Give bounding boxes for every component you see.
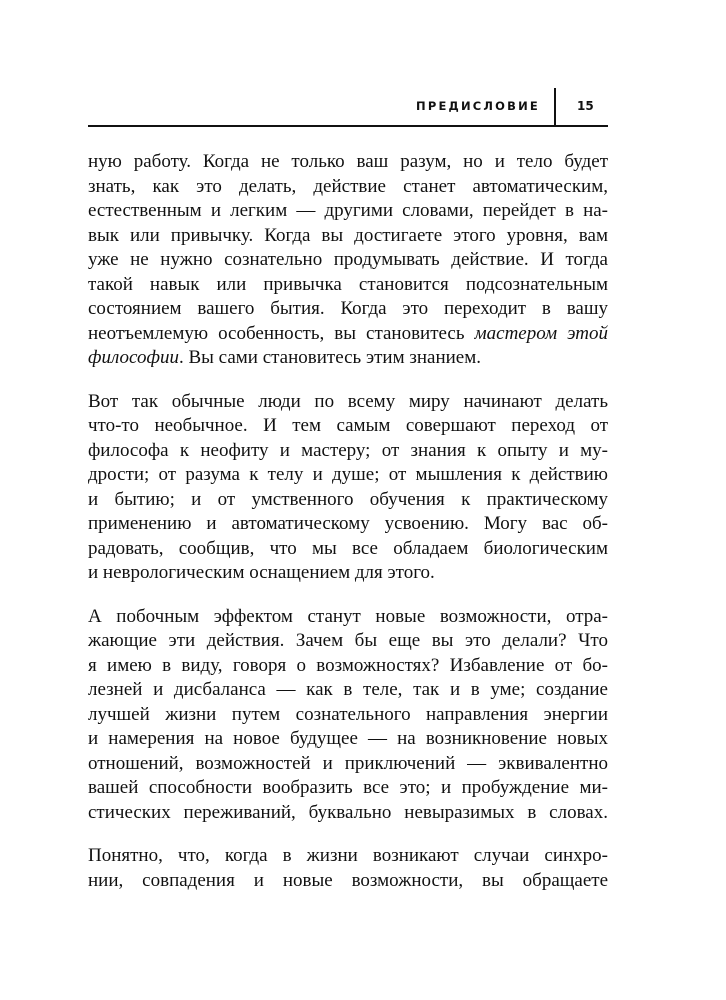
text-line: нии, совпадения и новые возможности, вы обращаете — [88, 869, 608, 891]
text-line: Вот так обычные люди по всему миру начинают делать — [88, 390, 608, 412]
text-run: . Вы сами становитесь этим знанием. — [178, 347, 482, 368]
text-line: такой навык или привычка становится подсознательным — [88, 273, 608, 295]
text-line: применению и автоматическому усвоению. Могу вас об- — [88, 513, 608, 534]
paragraph-3 — [88, 605, 608, 826]
text-line: и неврологическим оснащением для этого. — [88, 562, 435, 583]
text-line: Понятно, что, когда в жизни возникают случаи синхро- — [88, 845, 608, 866]
text-line: вашей способности вообразить все это; и пробуждение ми- — [88, 777, 608, 798]
section-title: ПРЕДИСЛОВИЕ — [416, 99, 540, 113]
text-line: я имею в виду, говоря о возможностях? Избавление от бо- — [88, 654, 608, 676]
paragraph-1 — [88, 150, 608, 371]
page-number: 15 — [577, 99, 594, 113]
text-line: и намерения на новое будущее — на возникновение новых — [88, 728, 608, 749]
italic-text: мастером этой — [474, 322, 608, 344]
header-rule — [88, 125, 608, 127]
text-line: что-то необычное. И тем самым совершают переход от — [88, 415, 608, 436]
text-line: состоянием вашего бытия. Когда это переходит в вашу — [88, 298, 608, 319]
text-run: неотъемлемую особенность, вы становитесь — [88, 322, 475, 344]
text-line — [88, 322, 608, 347]
text-line: А побочным эффектом станут новые возможности, отра- — [88, 605, 608, 627]
text-line: философа к неофиту и мастеру; от знания к опыту и му- — [88, 439, 608, 461]
text-line: лучшей жизни путем сознательного направления энергии — [88, 703, 608, 725]
text-line: жающие эти действия. Зачем бы еще вы это делали? Что — [88, 630, 608, 651]
text-line: естественным и легким — другими словами, перейдет в на- — [88, 200, 608, 221]
text-line: лезней и дисбаланса — как в теле, так и в уме; создание — [88, 679, 608, 700]
text-line: ную работу. Когда не только ваш разум, но и тело будет — [88, 151, 608, 172]
header-divider — [554, 88, 556, 126]
text-line: вык или привычку. Когда вы достигаете этого уровня, вам — [88, 224, 608, 246]
text-line: отношений, возможностей и приключений — эквивалентно — [88, 752, 608, 774]
text-line: знать, как это делать, действие станет автоматическим, — [88, 175, 608, 197]
body-text — [88, 150, 608, 893]
text-line: уже не нужно сознательно продумывать действие. И тогда — [88, 249, 608, 270]
paragraph-2 — [88, 390, 608, 586]
running-header — [88, 88, 608, 126]
text-line — [88, 346, 608, 371]
text-line: дрости; от разума к телу и душе; от мышления к действию — [88, 464, 608, 485]
text-line: и бытию; и от умственного обучения к практическому — [88, 488, 608, 510]
paragraph-4 — [88, 844, 608, 893]
italic-text: философии — [88, 347, 179, 368]
text-line: стических переживаний, буквально невыразимых в словах. — [88, 801, 608, 823]
text-line: радовать, сообщив, что мы все обладаем биологическим — [88, 537, 608, 559]
